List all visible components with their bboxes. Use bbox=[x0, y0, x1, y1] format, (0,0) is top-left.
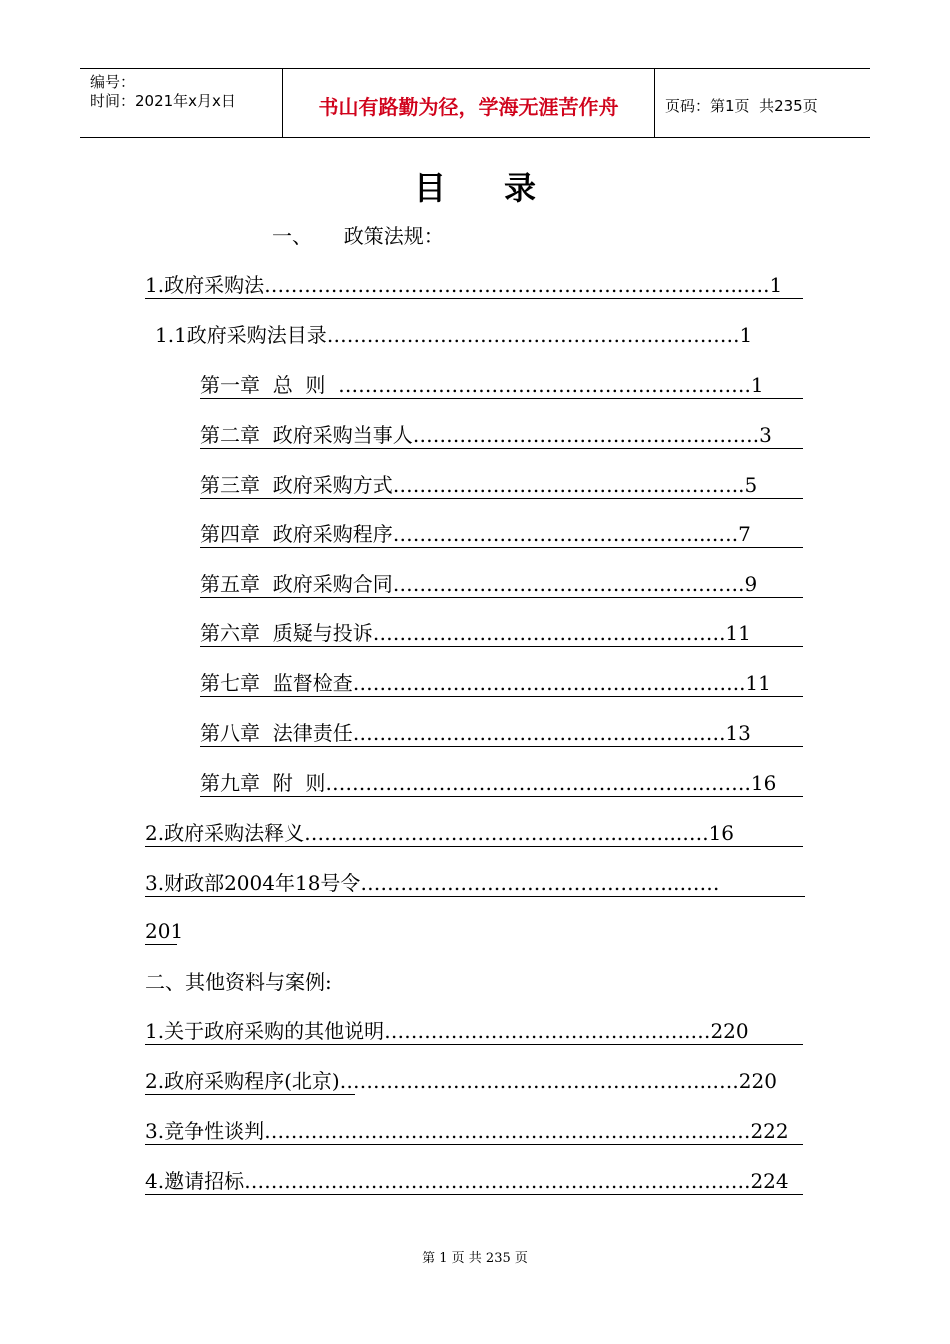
section-heading-other: 二、其他资料与案例: bbox=[145, 970, 332, 994]
toc-item-text: 1.政府采购法……………………………………………………….……..….1 bbox=[145, 273, 783, 297]
toc-item-invited-bidding[interactable] bbox=[145, 1168, 803, 1195]
page-title: 目录 bbox=[413, 169, 594, 207]
toc-item-text: 3.竞争性谈判…………………………………………………………….…222 bbox=[145, 1119, 789, 1143]
toc-item-text: 第五章 政府采购合同…………………………………..…..…….9 bbox=[200, 572, 758, 596]
toc-item-text: 3.财政部2004年18号令………………………………………...…… bbox=[145, 871, 720, 895]
header-motto: 书山有路勤为径，学海无涯苦作舟 bbox=[318, 94, 619, 119]
toc-item-text: 201 bbox=[145, 919, 184, 943]
toc-item-text: 第四章 政府采购程序………………………………………...….7 bbox=[200, 522, 751, 546]
toc-item-chapter-2[interactable] bbox=[200, 422, 803, 449]
header-motto-cell bbox=[283, 69, 655, 137]
toc-item-chapter-6[interactable] bbox=[200, 620, 803, 647]
toc-item-text: 1.1政府采购法目录………………………………………….………….1 bbox=[155, 323, 753, 347]
header-page-info: 页码：第1页 共235页 bbox=[665, 96, 818, 115]
toc-item-competitive-negotiation[interactable] bbox=[145, 1118, 803, 1145]
toc-item-law-contents bbox=[155, 322, 795, 348]
toc-item-chapter-4[interactable] bbox=[200, 521, 803, 548]
toc-item-chapter-8[interactable] bbox=[200, 720, 803, 747]
toc-item-procurement-law[interactable] bbox=[145, 272, 803, 299]
header-left-cell bbox=[80, 69, 283, 137]
toc-item-text: 2.政府采购程序(北京)………………………………………………..….220 bbox=[145, 1069, 777, 1093]
toc-item-order-18-page[interactable] bbox=[145, 918, 184, 945]
toc-item-text: 第二章 政府采购当事人…………………………………………….3 bbox=[200, 423, 772, 447]
toc-item-chapter-9[interactable] bbox=[200, 770, 803, 797]
date-line: 时间：2021年x月x日 bbox=[90, 92, 236, 110]
toc-item-text: 第一章 总 则 ……………………………………….…………….1 bbox=[200, 373, 764, 397]
toc-item-text: 2.政府采购法释义………………………………………...……...….16 bbox=[145, 821, 735, 845]
page-footer: 第 1 页 共 235 页 bbox=[422, 1251, 528, 1266]
toc-item-text: 第八章 法律责任…………………………………………….….13 bbox=[200, 721, 751, 745]
header-page-cell bbox=[655, 69, 870, 137]
toc-item-text: 1.关于政府采购的其他说明……………………………………….…220 bbox=[145, 1019, 749, 1043]
page-header bbox=[80, 68, 870, 138]
toc-item-chapter-3[interactable] bbox=[200, 472, 803, 499]
toc-item-other-notes[interactable] bbox=[145, 1018, 803, 1045]
serial-label: 编号： bbox=[90, 73, 136, 91]
toc-item-beijing-procedure[interactable] bbox=[145, 1068, 777, 1095]
toc-item-order-18[interactable] bbox=[145, 870, 805, 897]
toc-item-chapter-1[interactable] bbox=[200, 372, 803, 399]
toc-item-law-interpretation[interactable] bbox=[145, 820, 803, 847]
toc-item-text: 第七章 监督检查…………………………………………………..11 bbox=[200, 671, 771, 695]
toc-item-chapter-5[interactable] bbox=[200, 571, 803, 598]
section-heading-policy: 一、 政策法规： bbox=[272, 224, 444, 248]
toc-item-text: 第九章 附 则………………………………………………...…….16 bbox=[200, 771, 777, 795]
toc-item-text: 第六章 质疑与投诉……………………………………….…….11 bbox=[200, 621, 751, 645]
toc-item-text: 第三章 政府采购方式……………………………………...……..5 bbox=[200, 473, 758, 497]
toc-item-text: 4.邀请招标………………………………………………………………….224 bbox=[145, 1169, 789, 1193]
toc-item-chapter-7[interactable] bbox=[200, 670, 803, 697]
